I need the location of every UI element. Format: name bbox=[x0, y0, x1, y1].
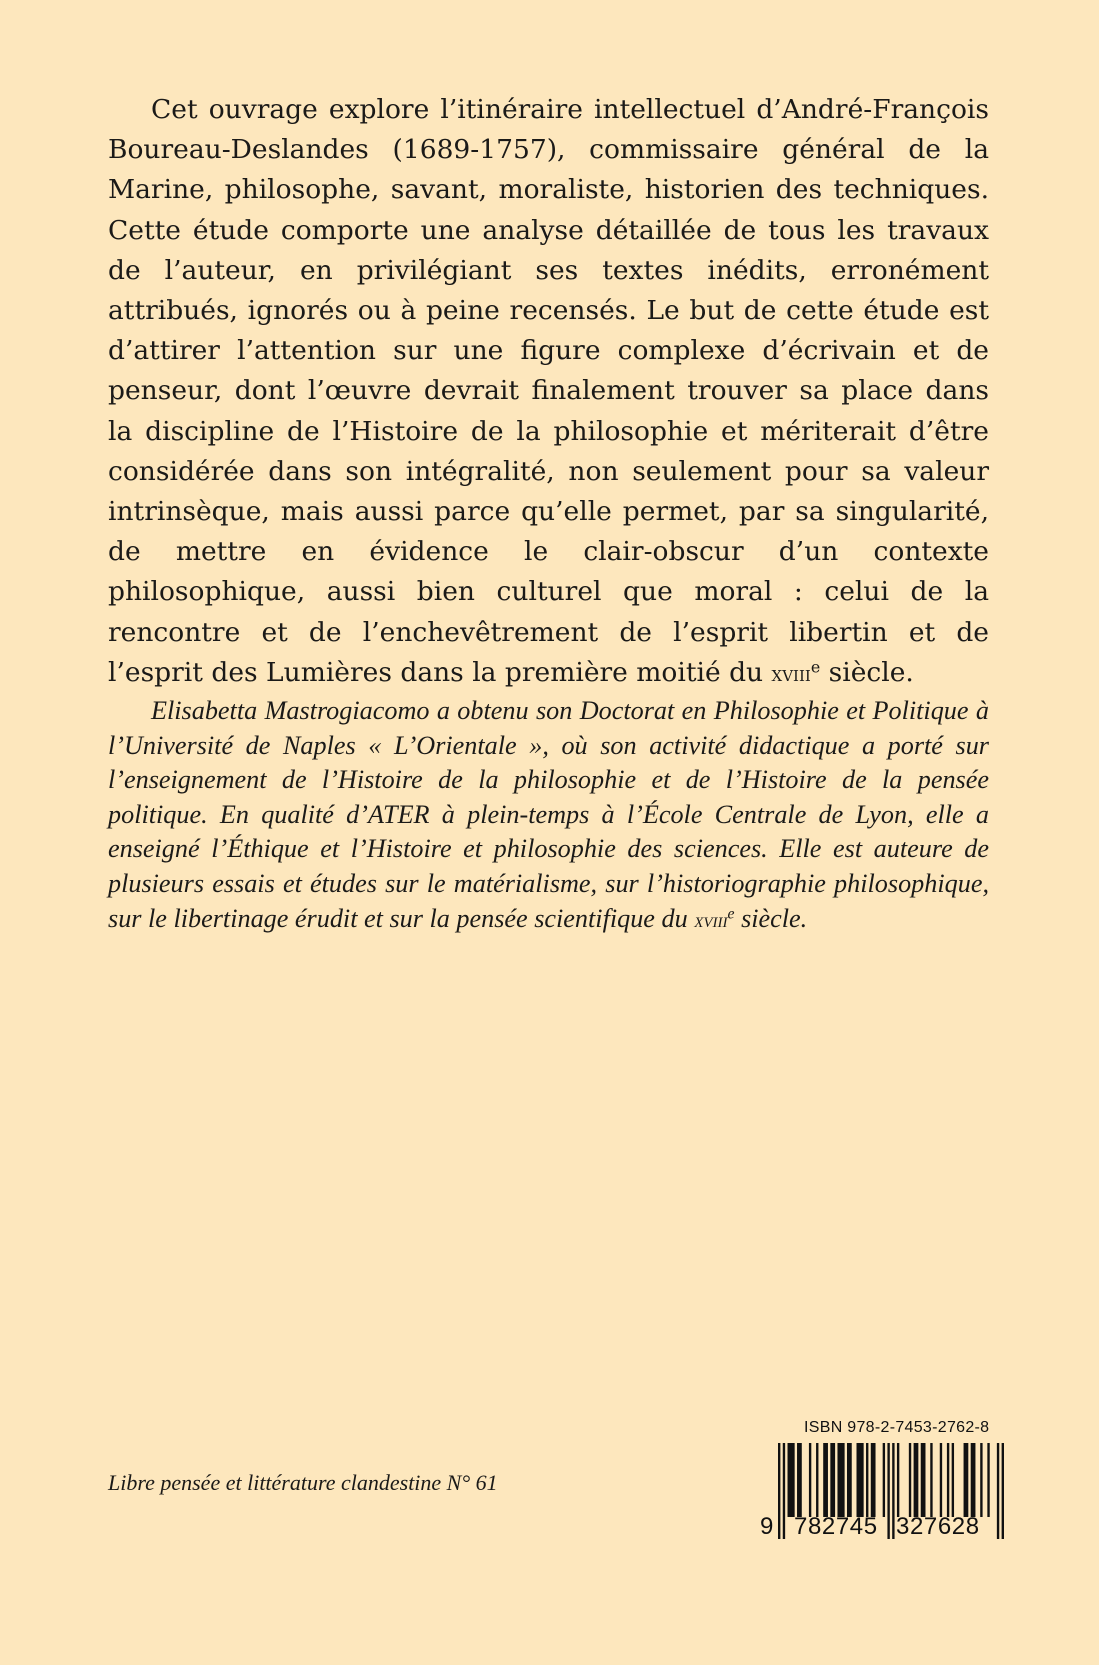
summary-text-end: siècle. bbox=[820, 656, 914, 688]
barcode-bar bbox=[921, 1443, 926, 1517]
barcode-bar bbox=[897, 1443, 899, 1517]
bio-text-end: siècle. bbox=[734, 903, 808, 933]
barcode-digits-left: 782745 bbox=[794, 1513, 878, 1540]
barcode-bar bbox=[964, 1443, 969, 1517]
summary-text: Cet ouvrage explore l’itinéraire intellectuel d’André-François Boureau-Deslandes (1689-1757), commissaire général de la Marine, philosophe, savant, moraliste, historien des techniques. Cette étude comporte une analyse détaillée de tous les travaux de l’auteur, en privilégiant ses textes inédits, erronément attribués, ignorés ou à peine recensés. Le but de cette étude est d’attirer l’attention sur une figure complexe d’écrivain et de penseur, dont l’œuvre devrait finalement trouver sa place dans la discipline de l’Histoire de la philosophie et mériterait d’être considérée dans son intégralité, non seulement pour sa valeur intrinsèque, mais aussi parce qu’elle permet, par sa singularité, de mettre en évidence le clair-obscur d’un contexte philosophique, aussi bien culturel que moral : celui de la rencontre et de l’enchevêtrement de l’esprit libertin et de l’esprit des Lumières dans la première moitié du bbox=[108, 94, 989, 688]
book-summary bbox=[108, 90, 989, 695]
barcode-guard-bar bbox=[997, 1443, 999, 1539]
barcode-bar bbox=[847, 1443, 852, 1517]
summary-century-sup: e bbox=[810, 657, 821, 677]
barcode-bar bbox=[980, 1443, 982, 1517]
barcode-bar bbox=[914, 1443, 919, 1517]
barcode-digit-first: 9 bbox=[760, 1513, 774, 1540]
barcode-bar bbox=[971, 1443, 976, 1517]
bio-century: xviii bbox=[694, 907, 728, 932]
barcode-bar bbox=[909, 1443, 911, 1517]
barcode-guard-bar bbox=[892, 1443, 894, 1539]
barcode-bar bbox=[823, 1443, 828, 1517]
barcode-bar bbox=[883, 1443, 885, 1517]
barcode-bar bbox=[987, 1443, 989, 1517]
barcode-bar bbox=[866, 1443, 868, 1517]
bio-century-sup: e bbox=[727, 904, 735, 922]
barcode-bar bbox=[809, 1443, 811, 1517]
barcode-bar bbox=[940, 1443, 942, 1517]
isbn-label: ISBN 978-2-7453-2762-8 bbox=[804, 1419, 990, 1436]
author-bio bbox=[108, 694, 989, 937]
barcode-guard-bar bbox=[1002, 1443, 1004, 1539]
barcode-guard-bar bbox=[887, 1443, 889, 1539]
barcode-bar bbox=[797, 1443, 802, 1517]
barcode-guard-bar bbox=[783, 1443, 785, 1539]
bio-text: Elisabetta Mastrogiacomo a obtenu son Doctorat en Philosophie et Politique à l’Université de Naples « L’Orientale », où son activité didactique a porté sur l’enseignement de l’Histoire de la philosophie et de l’Histoire de la pensée politique. En qualité d’ATER à plein-temps à l’École Centrale de Lyon, elle a enseigné l’Éthique et l’Histoire et philosophie des sciences. Elle est auteure de plusieurs essais et études sur le matérialisme, sur l’historiographie philosophique, sur le libertinage érudit et sur la pensée scientifique du bbox=[108, 696, 989, 933]
barcode-bar bbox=[816, 1443, 818, 1517]
barcode-guard-bar bbox=[778, 1443, 780, 1539]
barcode-bar bbox=[947, 1443, 949, 1517]
barcode-bar bbox=[930, 1443, 932, 1517]
barcode-bar bbox=[871, 1443, 876, 1517]
barcode-bar bbox=[788, 1443, 795, 1517]
barcode-bar bbox=[857, 1443, 864, 1517]
barcode-bar bbox=[952, 1443, 954, 1517]
barcode-digits-right: 327628 bbox=[896, 1513, 980, 1540]
barcode-bar bbox=[837, 1443, 844, 1517]
series-title: Libre pensée et littérature clandestine N° 61 bbox=[108, 1470, 498, 1495]
summary-century: xviii bbox=[771, 661, 811, 687]
barcode-bar bbox=[830, 1443, 835, 1517]
